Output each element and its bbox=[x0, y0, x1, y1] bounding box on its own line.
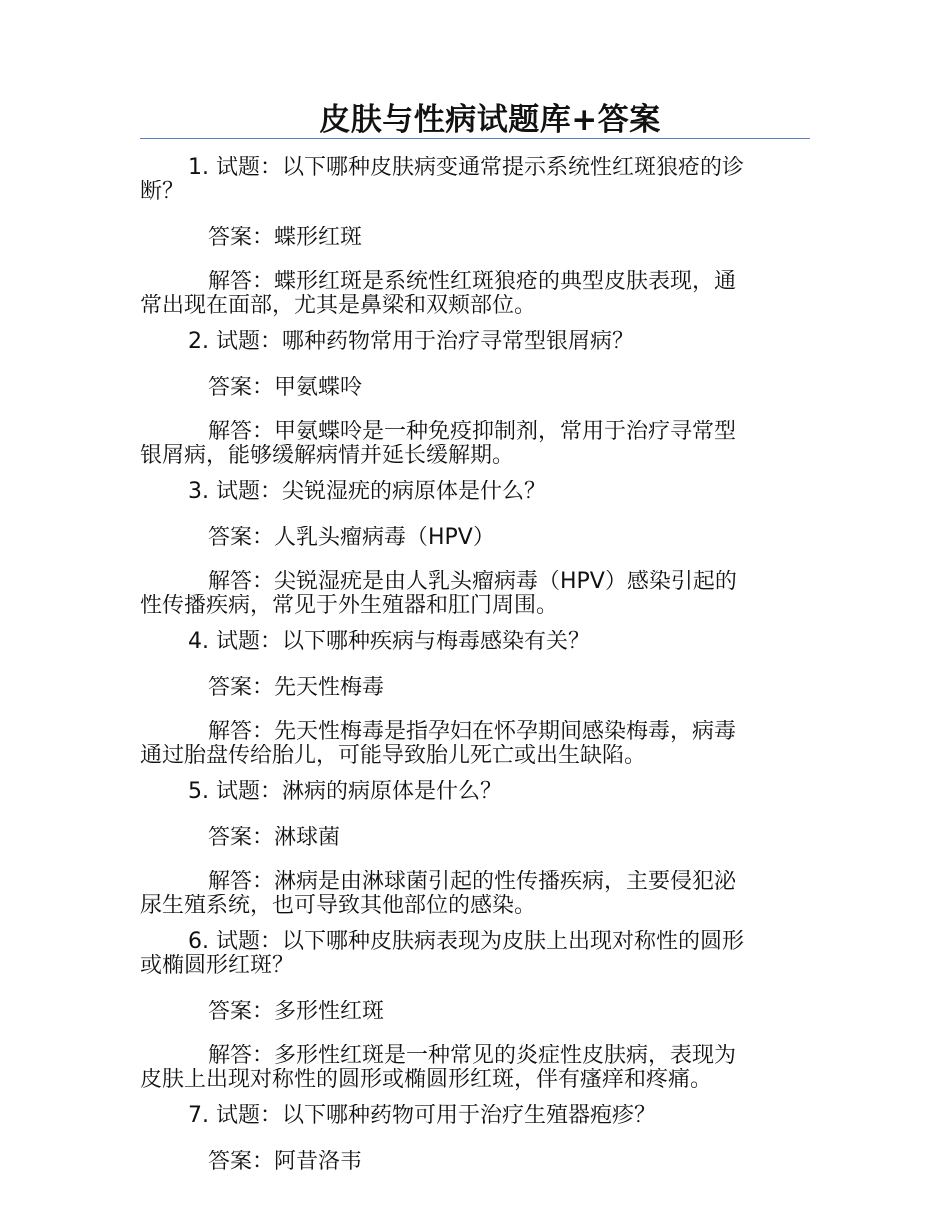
question-text-cont: 断？ bbox=[140, 180, 185, 204]
question-text: 7. 试题：以下哪种药物可用于治疗生殖器疱疹？ bbox=[188, 1104, 656, 1128]
document-title: 皮肤与性病试题库+答案 bbox=[319, 102, 661, 138]
question-item bbox=[140, 330, 812, 468]
question-text: 1. 试题：以下哪种皮肤病变通常提示系统性红斑狼疮的诊 bbox=[188, 156, 744, 180]
question-text: 6. 试题：以下哪种皮肤病表现为皮肤上出现对称性的圆形 bbox=[188, 930, 744, 954]
title-divider bbox=[140, 138, 810, 139]
question-list bbox=[140, 156, 812, 1174]
answer-text: 答案：人乳头瘤病毒（HPV） bbox=[208, 526, 495, 550]
question-item bbox=[140, 630, 812, 768]
question-item bbox=[140, 930, 812, 1092]
question-text-cont: 或椭圆形红斑？ bbox=[140, 954, 295, 978]
answer-text: 答案：多形性红斑 bbox=[208, 1000, 385, 1024]
question-item bbox=[140, 1104, 812, 1174]
explanation-text: 解答：淋病是由淋球菌引起的性传播疾病，主要侵犯泌 bbox=[208, 870, 737, 894]
explanation-text-cont: 通过胎盘传给胎儿，可能导致胎儿死亡或出生缺陷。 bbox=[140, 744, 647, 768]
question-item bbox=[140, 156, 812, 318]
explanation-text: 解答：蝶形红斑是系统性红斑狼疮的典型皮肤表现，通 bbox=[208, 270, 737, 294]
answer-text: 答案：阿昔洛韦 bbox=[208, 1150, 363, 1174]
question-text: 5. 试题：淋病的病原体是什么？ bbox=[188, 780, 502, 804]
answer-text: 答案：先天性梅毒 bbox=[208, 676, 385, 700]
explanation-text-cont: 皮肤上出现对称性的圆形或椭圆形红斑，伴有瘙痒和疼痛。 bbox=[140, 1068, 713, 1092]
explanation-text-cont: 银屑病，能够缓解病情并延长缓解期。 bbox=[140, 444, 515, 468]
explanation-text: 解答：尖锐湿疣是由人乳头瘤病毒（HPV）感染引起的 bbox=[208, 570, 737, 594]
question-item bbox=[140, 780, 812, 918]
question-text: 4. 试题：以下哪种疾病与梅毒感染有关？ bbox=[188, 630, 590, 654]
explanation-text: 解答：多形性红斑是一种常见的炎症性皮肤病，表现为 bbox=[208, 1044, 737, 1068]
explanation-text: 解答：先天性梅毒是指孕妇在怀孕期间感染梅毒，病毒 bbox=[208, 720, 737, 744]
answer-text: 答案：蝶形红斑 bbox=[208, 226, 363, 250]
explanation-text: 解答：甲氨蝶呤是一种免疫抑制剂，常用于治疗寻常型 bbox=[208, 420, 737, 444]
question-item bbox=[140, 480, 812, 618]
question-text: 2. 试题：哪种药物常用于治疗寻常型银屑病？ bbox=[188, 330, 634, 354]
explanation-text-cont: 尿生殖系统，也可导致其他部位的感染。 bbox=[140, 894, 537, 918]
explanation-text-cont: 性传播疾病，常见于外生殖器和肛门周围。 bbox=[140, 594, 559, 618]
answer-text: 答案：淋球菌 bbox=[208, 826, 341, 850]
answer-text: 答案：甲氨蝶呤 bbox=[208, 376, 363, 400]
explanation-text-cont: 常出现在面部，尤其是鼻梁和双颊部位。 bbox=[140, 294, 537, 318]
question-text: 3. 试题：尖锐湿疣的病原体是什么？ bbox=[188, 480, 546, 504]
